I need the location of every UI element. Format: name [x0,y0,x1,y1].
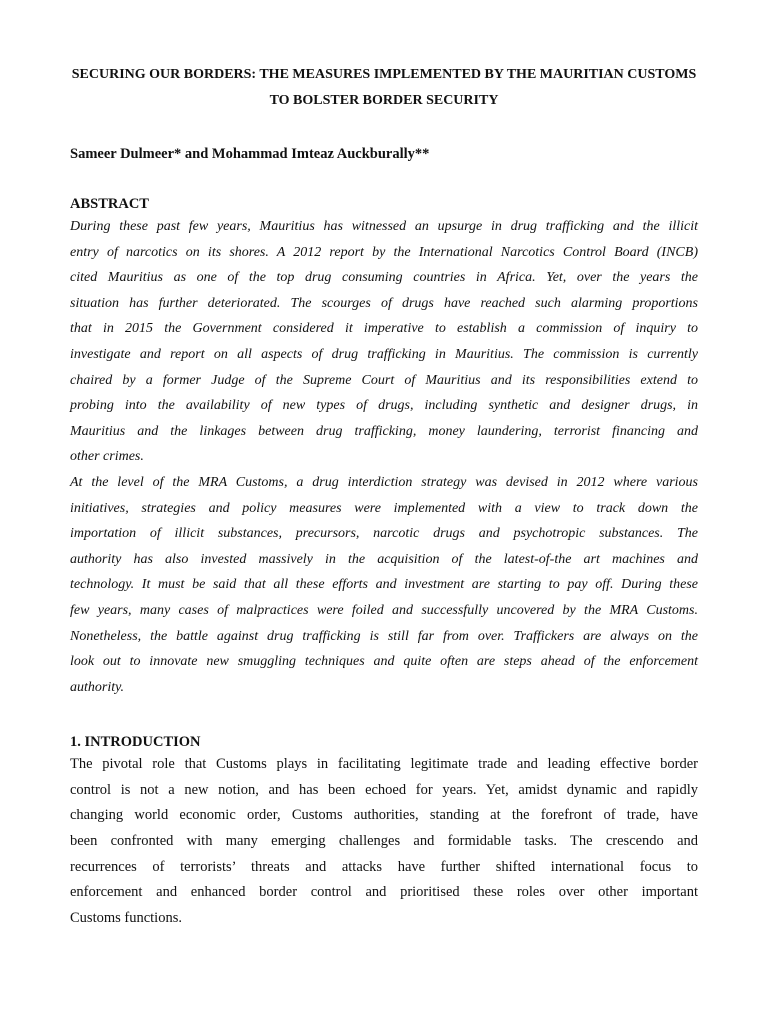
text-line: investigate and report on all aspects of drug trafficking in Mauritius. The commission is currently [70,346,698,362]
text-line: Customs functions. [70,909,182,926]
text-line: Nonetheless, the battle against drug trafficking is still far from over. Traffickers are always on the [70,628,698,644]
introduction-body [70,752,698,931]
text-line: cited Mauritius as one of the top drug consuming countries in Africa. Yet, over the years the [70,270,698,286]
text-line: Mauritius and the linkages between drug trafficking, money laundering, terrorist financing and [70,423,698,439]
text-line: control is not a new notion, and has been echoed for years. Yet, amidst dynamic and rapidly [70,781,698,798]
abstract-body [70,214,698,700]
paper-title-line-2: TO BOLSTER BORDER SECURITY [269,93,499,108]
abstract-heading: ABSTRACT [70,196,149,212]
text-line: that in 2015 the Government considered it imperative to establish a commission of inquiry to [70,321,698,337]
introduction-heading: 1. INTRODUCTION [70,734,201,751]
text-line: During these past few years, Mauritius has witnessed an upsurge in drug trafficking and the illicit [70,219,698,234]
text-line: look out to innovate new smuggling techniques and quite often are steps ahead of the enforcement [70,654,698,670]
text-line: been confronted with many emerging challenges and formidable tasks. The crescendo and [70,833,698,850]
text-line: few years, many cases of malpractices were foiled and successfully uncovered by the MRA Customs. [70,602,698,618]
authors: Sameer Dulmeer* and Mohammad Imteaz Auckburally** [70,146,430,162]
text-line: At the level of the MRA Customs, a drug interdiction strategy was devised in 2012 where various [70,474,698,490]
text-line: entry of narcotics on its shores. A 2012 report by the International Narcotics Control Board (INCB) [70,244,698,260]
text-line: other crimes. [70,449,144,465]
text-line: authority has also invested massively in the acquisition of the latest-of-the art machines and [70,551,698,567]
text-line: importation of illicit substances, precursors, narcotic drugs and psychotropic substances. The [70,526,698,542]
text-line: changing world economic order, Customs authorities, standing at the forefront of trade, have [70,807,698,824]
text-line: recurrences of terrorists’ threats and attacks have further shifted international focus to [70,858,698,875]
text-line: technology. It must be said that all these efforts and investment are starting to pay off. During these [70,577,698,593]
text-line: initiatives, strategies and policy measures were implemented with a view to track down the [70,500,698,516]
text-line: situation has further deteriorated. The scourges of drugs have reached such alarming proportions [70,295,698,311]
text-line: chaired by a former Judge of the Supreme Court of Mauritius and its responsibilities extend to [70,372,698,388]
text-line: authority. [70,679,125,695]
paper-title-line-1: SECURING OUR BORDERS: THE MEASURES IMPLEMENTED BY THE MAURITIAN CUSTOMS [71,67,697,82]
text-line: enforcement and enhanced border control and prioritised these roles over other important [70,884,698,901]
text-line: The pivotal role that Customs plays in facilitating legitimate trade and leading effective border [70,756,698,773]
text-line: probing into the availability of new types of drugs, including synthetic and designer drugs, in [70,398,698,414]
